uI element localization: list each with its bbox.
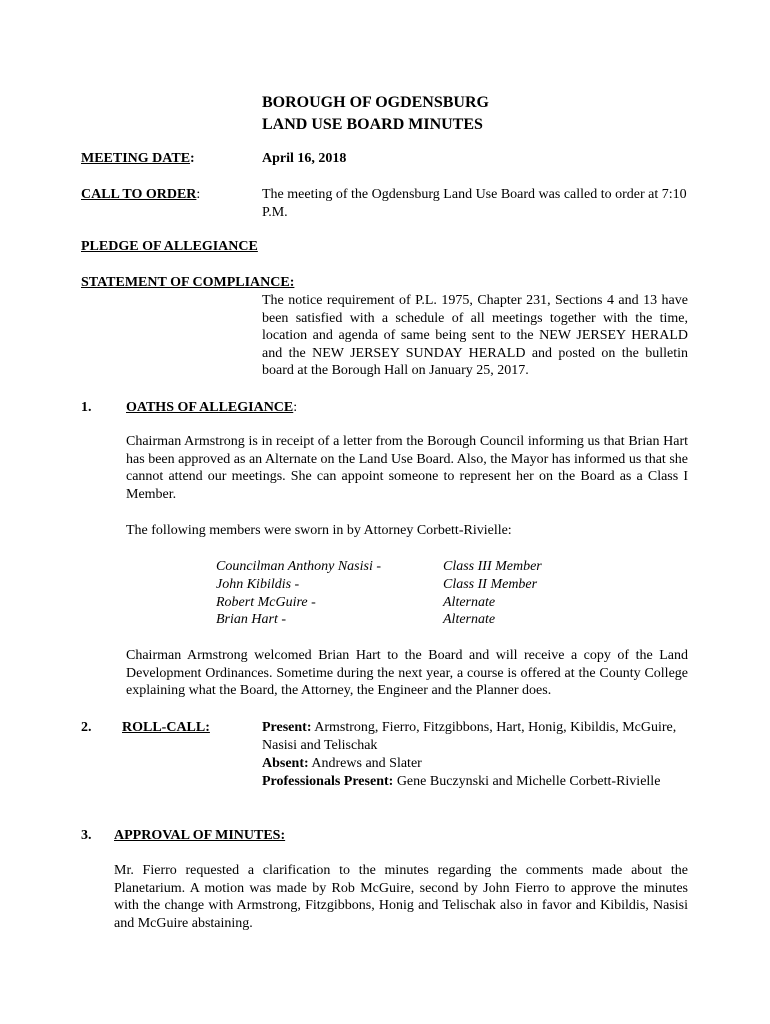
section1-number: 1. <box>81 400 92 415</box>
absent-label: Absent: <box>262 756 309 771</box>
absent-text: Andrews and Slater <box>311 756 422 771</box>
section2-number: 2. <box>81 720 92 735</box>
meeting-date-value: April 16, 2018 <box>262 151 347 166</box>
roll-call-absent <box>262 755 682 773</box>
section1-heading <box>126 399 297 417</box>
document-title-line2: LAND USE BOARD MINUTES <box>262 116 483 133</box>
member-name: John Kibildis - <box>216 577 300 592</box>
member-name: Brian Hart - <box>216 612 286 627</box>
section2-heading: ROLL-CALL: <box>122 720 210 735</box>
section1-paragraph-3: Chairman Armstrong welcomed Brian Hart to the Board and will receive a copy of the Land Development Ordinances. Sometime during the next year, a course is offered at the County College explaining what the Board, the Attorney, the Engineer and the Planner does. <box>126 648 688 698</box>
roll-call-professionals <box>262 773 662 791</box>
pledge-heading: PLEDGE OF ALLEGIANCE <box>81 239 258 254</box>
section1-paragraph-2: The following members were sworn in by Attorney Corbett-Rivielle: <box>126 523 512 538</box>
section3-paragraph: Mr. Fierro requested a clarification to the minutes regarding the comments made about the Planetarium. A motion was made by Rob McGuire, second by John Fierro to approve the minutes with the change with Armstrong, Fitzgibbons, Honig and Telischak also in favor and Kibildis, Nasisi and McGuire abstaining. <box>114 863 688 931</box>
call-to-order-text: The meeting of the Ogdensburg Land Use Board was called to order at 7:10 P.M. <box>262 187 687 220</box>
roll-call-present <box>262 719 682 754</box>
member-name: Councilman Anthony Nasisi - <box>216 559 382 574</box>
present-label: Present: <box>262 720 312 735</box>
professionals-text: Gene Buczynski and Michelle Corbett-Rivielle <box>396 774 661 789</box>
call-to-order-colon: : <box>196 187 201 202</box>
section3-heading: APPROVAL OF MINUTES: <box>114 828 286 843</box>
meeting-date-colon: : <box>190 151 195 166</box>
member-role: Alternate <box>443 595 496 610</box>
professionals-label: Professionals Present: <box>262 774 394 789</box>
member-name: Robert McGuire - <box>216 595 316 610</box>
section1-heading-colon: : <box>293 400 298 415</box>
meeting-date-label <box>81 150 195 168</box>
member-role: Class III Member <box>443 559 542 574</box>
meeting-date-label-text: MEETING DATE <box>81 151 191 166</box>
compliance-text: The notice requirement of P.L. 1975, Chapter 231, Sections 4 and 13 have been satisfied with a schedule of all meetings together with the time, location and agenda of same being sent to the NEW JERSEY HERALD and the NEW JERSEY SUNDAY HERALD and posted on the bulletin board at the Borough Hall on January 25, 2017. <box>262 293 688 378</box>
section1-paragraph-1: Chairman Armstrong is in receipt of a letter from the Borough Council informing us that Brian Hart has been approved as an Alternate on the Land Use Board. Also, the Mayor has informed us that she cannot attend our meetings. She can appoint someone to represent her on the Board as a Class I Member. <box>126 434 688 502</box>
member-role: Alternate <box>443 612 496 627</box>
call-to-order-label-text: CALL TO ORDER <box>81 187 197 202</box>
present-text: Armstrong, Fierro, Fitzgibbons, Hart, Honig, Kibildis, McGuire, Nasisi and Telischak <box>262 720 677 753</box>
document-title-line1: BOROUGH OF OGDENSBURG <box>262 94 489 111</box>
section3-number: 3. <box>81 828 92 843</box>
call-to-order-label <box>81 186 200 204</box>
member-role: Class II Member <box>443 577 538 592</box>
compliance-heading: STATEMENT OF COMPLIANCE: <box>81 275 295 290</box>
section1-heading-text: OATHS OF ALLEGIANCE <box>126 400 294 415</box>
